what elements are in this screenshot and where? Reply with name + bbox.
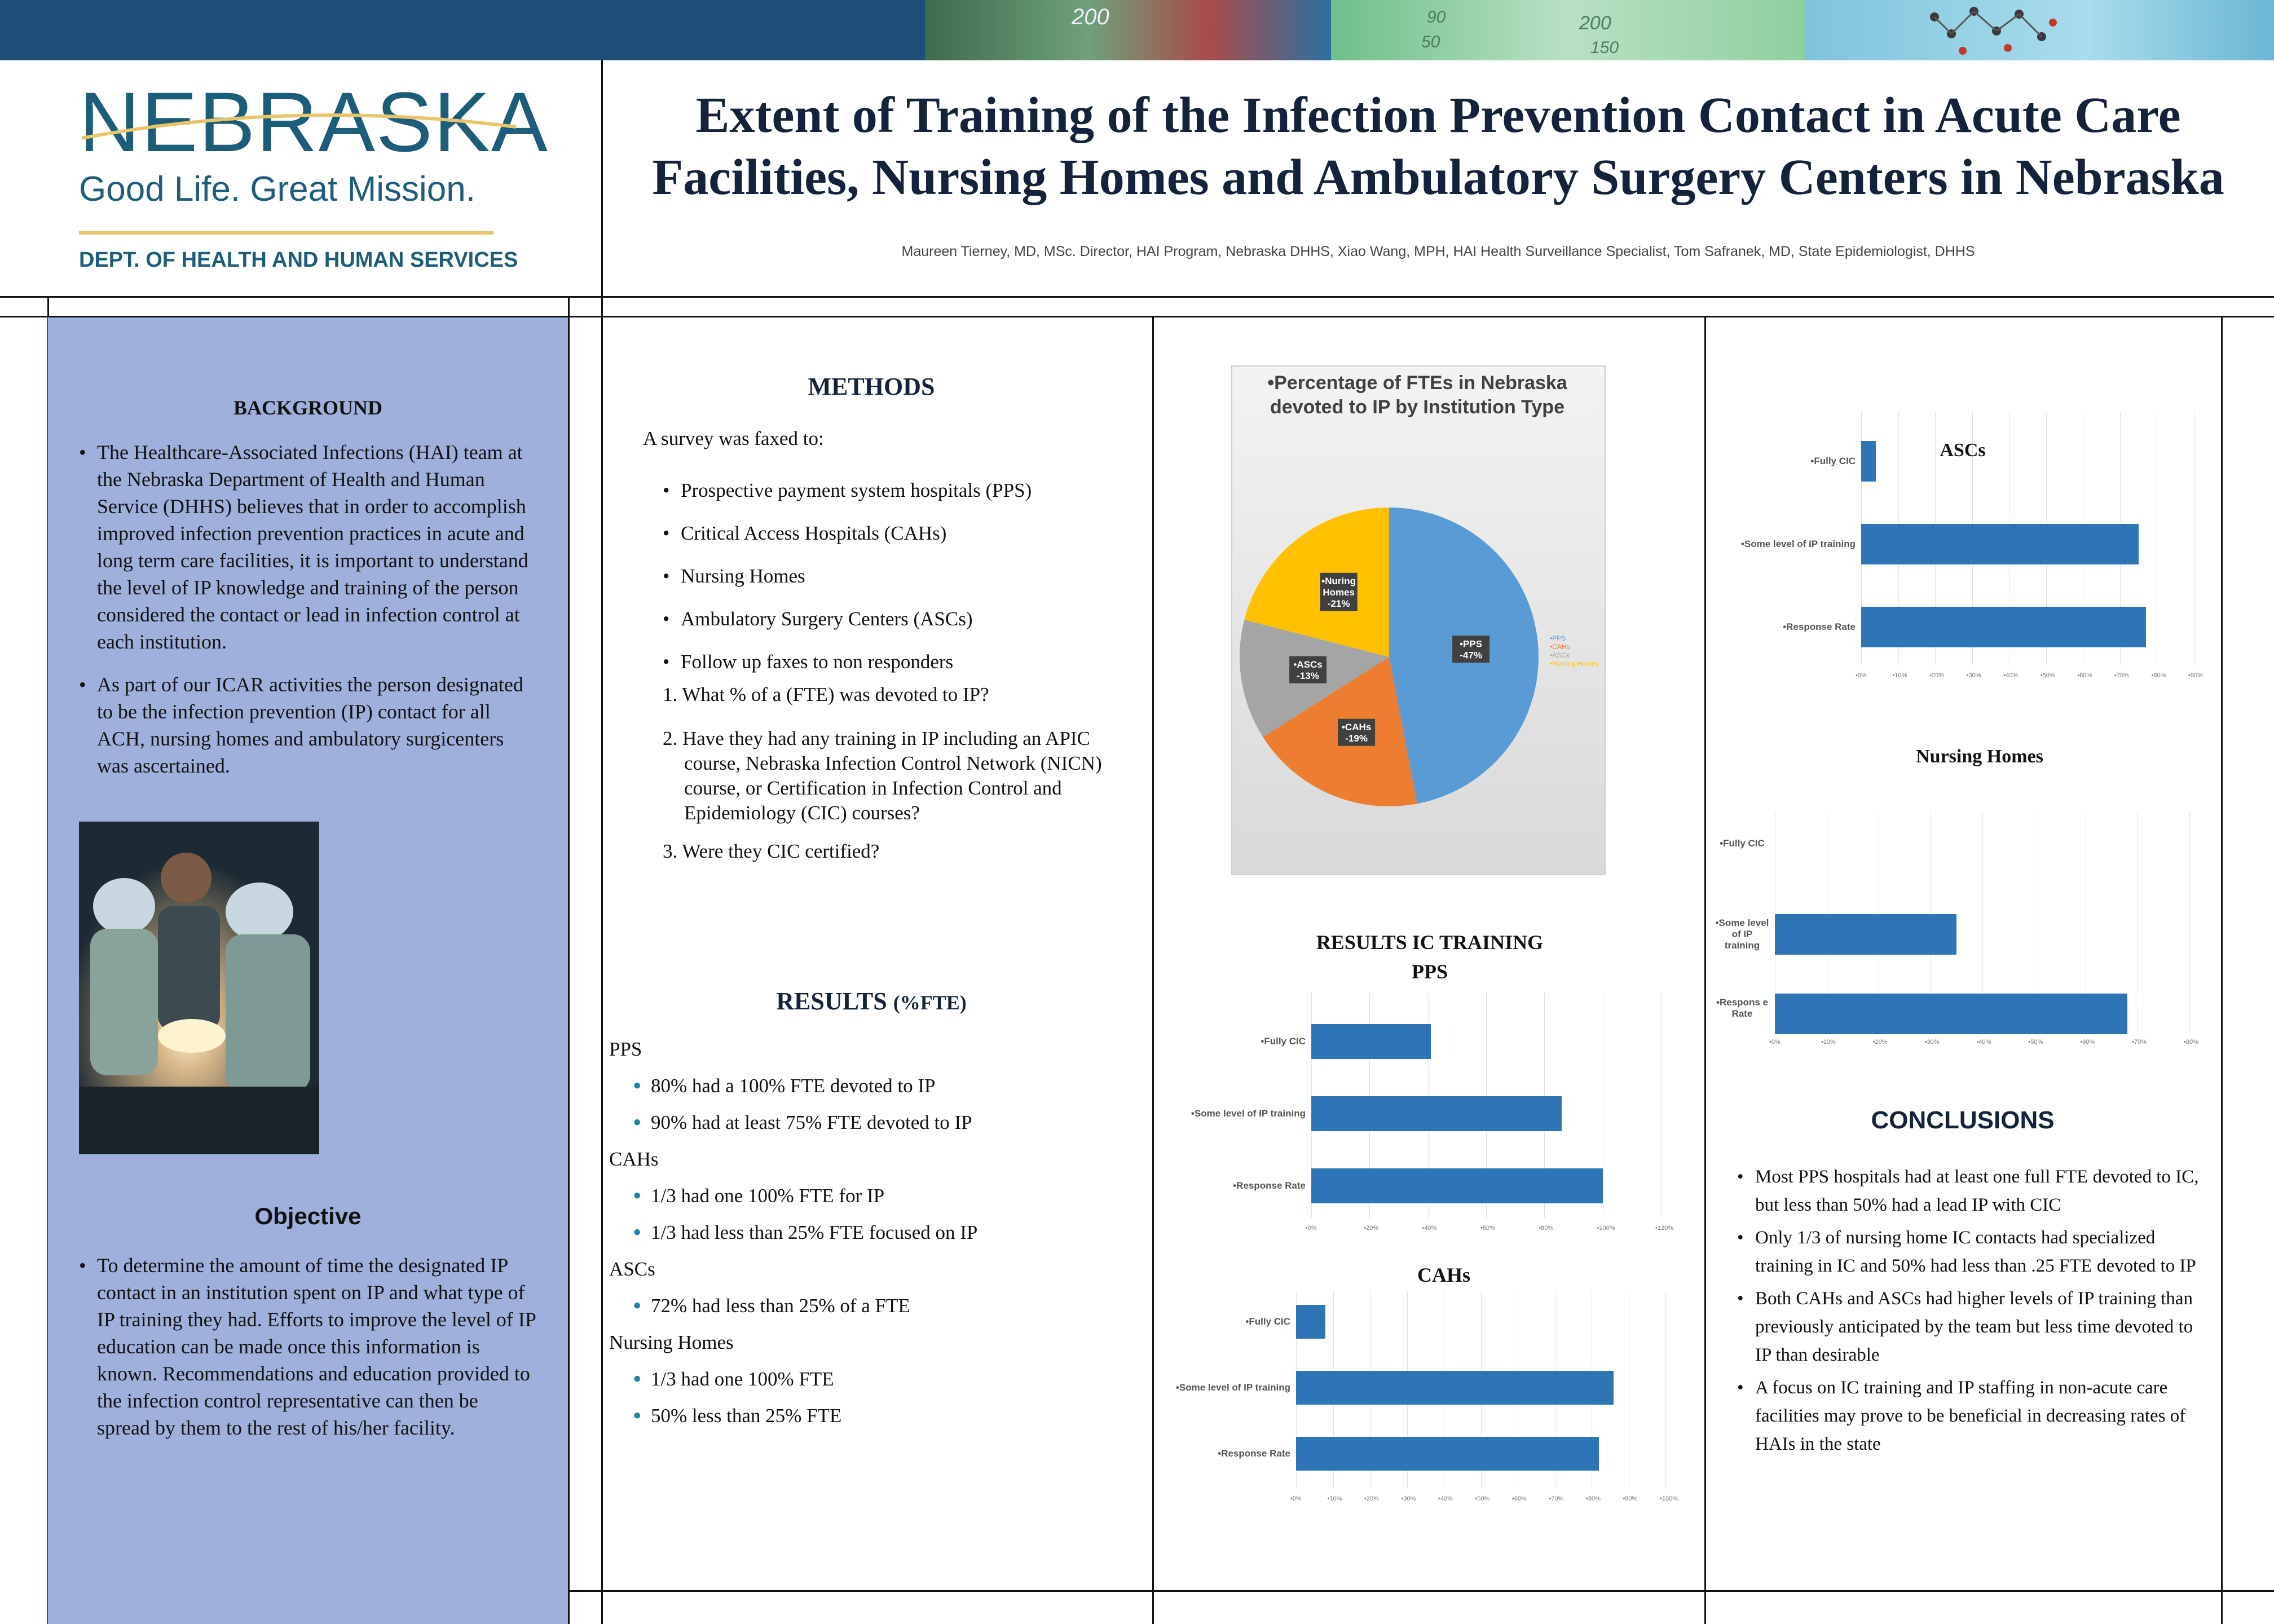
axis-tick-label: •50% <box>2028 1039 2043 1045</box>
results-item: • 1/3 had less than 25% FTE focused on IP <box>633 1214 1134 1251</box>
methods-question: 2. Have they had any training in IP including an APIC course, Nebraska Infection Control Network (NICN) course, or Certification in Infection Control and Epidemiology (CIC) courses? <box>663 727 1102 824</box>
results-heading-suffix: (%FTE) <box>893 991 967 1014</box>
results-group-list <box>609 1287 1134 1324</box>
axis-tick-label: •50% <box>2040 672 2055 679</box>
axis-tick-label: •20% <box>1364 1225 1379 1232</box>
bar-1 <box>1296 1305 1325 1339</box>
results-group-list <box>609 1067 1134 1141</box>
methods-intro: A survey was faxed to: <box>643 427 824 449</box>
bar-1 <box>1311 1024 1431 1059</box>
nursing-chart-title: Nursing Homes <box>1916 746 2043 767</box>
results-group-list <box>609 1361 1134 1434</box>
cahs-chart-title: CAHs <box>1417 1264 1470 1286</box>
bar-3 <box>1311 1168 1603 1203</box>
bar-3 <box>1296 1437 1599 1471</box>
banner-tick-e: 90 <box>1427 8 1446 27</box>
axis-tick-label: •40% <box>1422 1225 1437 1232</box>
divider-2 <box>1152 316 1154 1624</box>
axis-tick-label: •90% <box>2188 672 2203 679</box>
pie-chart-title: •Percentage of FTEs in Nebraska devoted to IP by Institution Type <box>1267 372 1567 418</box>
axis-tick-label: •90% <box>1623 1495 1638 1502</box>
bar-category-label: •Fully CIC <box>1720 838 1765 849</box>
bar-category-label: •Some level of IP training <box>1175 1382 1290 1393</box>
bar-2 <box>1311 1096 1562 1131</box>
banner-photo-molecule <box>1805 0 2274 60</box>
methods-bullets <box>663 469 1125 683</box>
results-heading-text: RESULTS <box>776 987 887 1015</box>
bar-category-label: •Response Rate <box>1783 621 1856 632</box>
methods-question: 1. What % of a (FTE) was devoted to IP? <box>663 683 989 705</box>
bar-2 <box>1775 914 1956 955</box>
axis-tick-label: •10% <box>1892 672 1907 679</box>
axis-tick-label: •80% <box>1586 1495 1601 1502</box>
bar-2 <box>1861 524 2139 564</box>
axis-tick-label: •60% <box>1512 1495 1527 1502</box>
banner-photo-beaker <box>925 0 1331 60</box>
header-rule <box>0 296 2274 298</box>
methods-question: 3. Were they CIC certified? <box>663 840 880 862</box>
conclusions-list <box>1737 1163 2205 1458</box>
axis-tick-label: •10% <box>1821 1039 1836 1045</box>
bottom-rule <box>570 1590 2274 1592</box>
axis-tick-label: •60% <box>2080 1039 2095 1045</box>
pie-chart <box>1231 496 1603 823</box>
pie-label <box>1289 656 1326 683</box>
axis-tick-label: •70% <box>1549 1495 1564 1502</box>
methods-bullet: • Prospective payment system hospitals (PPS) <box>663 469 1125 512</box>
axis-tick-label: •30% <box>1401 1495 1416 1502</box>
axis-tick-label: •20% <box>1872 1039 1888 1045</box>
axis-tick-label: •100% <box>1660 1495 1678 1502</box>
svg-text:•PPS-47%: •PPS -47% <box>1460 638 1483 661</box>
results-fte-body <box>609 1031 1134 1434</box>
pie-legend-item: •Nursing Homes <box>1550 660 1599 668</box>
background-list <box>79 439 536 779</box>
divider-4 <box>2221 316 2223 1624</box>
methods-bullet: • Follow up faxes to non responders <box>663 641 1125 683</box>
conclusions-heading: CONCLUSIONS <box>1871 1106 2055 1134</box>
bar-category-label: •Respons e Rate <box>1716 997 1768 1019</box>
results-item: • 90% had at least 75% FTE devoted to IP <box>633 1104 1134 1141</box>
bar-2 <box>1296 1371 1614 1405</box>
axis-tick-label: •60% <box>1480 1225 1495 1232</box>
results-fte-heading <box>603 987 1139 1016</box>
logo-tagline: Good Life. Great Mission. <box>79 170 475 209</box>
objective-heading: Objective <box>254 1203 362 1229</box>
results-item: • 1/3 had one 100% FTE <box>633 1361 1134 1397</box>
axis-tick-label: •120% <box>1655 1225 1673 1232</box>
axis-tick-label: •70% <box>2114 672 2129 679</box>
logo-swoosh-icon <box>79 104 519 144</box>
axis-tick-label: •40% <box>2003 672 2019 679</box>
bar-3 <box>1861 607 2146 647</box>
bar-category-label: •Some level of IP training <box>1191 1108 1306 1119</box>
pie-label <box>1320 573 1358 611</box>
banner-tick-b: 200 <box>1579 12 1611 34</box>
conclusion-item: • Most PPS hospitals had at least one full FTE devoted to IC, but less than 50% had a lead IP with CIC <box>1737 1163 2205 1219</box>
grid-line <box>1665 1291 1666 1489</box>
banner-tick-a: 200 <box>1072 5 1109 29</box>
axis-tick-label: •20% <box>1364 1495 1379 1502</box>
grid-line <box>1661 992 1662 1218</box>
axis-tick-label: •20% <box>1929 672 1944 679</box>
top-banner <box>0 0 2274 60</box>
results-group-name: ASCs <box>609 1258 655 1280</box>
axis-tick-label: •0% <box>1856 672 1867 679</box>
background-item: • The Healthcare-Associated Infections (HAI) team at the Nebraska Department of Health and Human Service (DHHS) believes that in order to accomplish improved infection prevention practices in acute and long term care facilities, it is important to understand the level of IP knowledge and training of the person considered the contact or lead in infection control at each institution. <box>79 439 536 655</box>
surgery-photo <box>79 822 319 1154</box>
axis-tick-label: •40% <box>1976 1039 1991 1045</box>
banner-photo-flask <box>1331 0 1805 60</box>
results-item: • 80% had a 100% FTE devoted to IP <box>633 1067 1134 1104</box>
nursing-homes-bar-chart <box>1715 812 2211 1054</box>
results-group-name: PPS <box>609 1038 642 1060</box>
poster-title: Extent of Training of the Infection Prevention Contact in Acute Care Facilities, Nursing Homes and Ambulatory Surgery Centers in Nebraska <box>652 87 2224 205</box>
bar-1 <box>1861 441 1876 482</box>
axis-tick-label: •80% <box>2151 672 2166 679</box>
banner-tick-d: 50 <box>1421 33 1440 51</box>
bar-category-label: •Response Rate <box>1218 1448 1290 1459</box>
pie-label <box>1338 719 1375 746</box>
ascs-chart-title: ASCs <box>1940 440 1986 461</box>
pie-legend-item: •PPS <box>1550 634 1566 642</box>
methods-bullet: • Nursing Homes <box>663 555 1125 598</box>
svg-text:•ASCs-13%: •ASCs -13% <box>1293 659 1323 681</box>
results-ic-heading <box>1156 928 1703 986</box>
axis-tick-label: •0% <box>1769 1039 1781 1045</box>
results-item: • 50% less than 25% FTE <box>633 1397 1134 1434</box>
molecule-icon <box>1805 0 2274 60</box>
methods-bullet: • Critical Access Hospitals (CAHs) <box>663 512 1125 555</box>
pie-legend-item: •CAHs <box>1550 643 1570 651</box>
divider-3 <box>1704 316 1706 1624</box>
axis-tick-label: •100% <box>1597 1225 1615 1232</box>
pps-bar-chart <box>1167 992 1675 1241</box>
axis-tick-label: •30% <box>1924 1039 1940 1045</box>
axis-tick-label: •80% <box>1539 1225 1554 1232</box>
divider-1 <box>601 60 603 1624</box>
svg-text:•CAHs-19%: •CAHs -19% <box>1341 721 1372 744</box>
axis-tick-label: •0% <box>1290 1495 1302 1502</box>
axis-tick-label: •80% <box>2184 1039 2198 1045</box>
axis-tick-label: •40% <box>1438 1495 1453 1502</box>
bar-category-label: •Some level of IP training <box>1740 539 1856 549</box>
conclusion-item: • Only 1/3 of nursing home IC contacts had specialized training in IC and 50% had less than .25 FTE devoted to IP <box>1737 1224 2205 1280</box>
methods-heading: METHODS <box>808 373 935 400</box>
axis-tick-label: •10% <box>1327 1495 1342 1502</box>
bar-category-label: •Fully CIC <box>1810 456 1856 466</box>
cahs-bar-chart <box>1162 1291 1686 1511</box>
bar-3 <box>1775 994 2127 1034</box>
logo-rule <box>79 231 493 235</box>
background-heading: BACKGROUND <box>233 396 382 419</box>
conclusion-item: • Both CAHs and ASCs had higher levels of IP training than previously anticipated by the team but less time devoted to IP than desirable <box>1737 1285 2205 1369</box>
bar-category-label: •Response Rate <box>1233 1180 1306 1191</box>
svg-text:•NuringHomes-21%: •Nuring Homes -21% <box>1321 575 1356 609</box>
pie-label <box>1452 636 1489 663</box>
objective-item: • To determine the amount of time the designated IP contact in an institution spent on IP and what type of IP training they had. Efforts to improve the level of IP education can be made once this information is known. Recommendations and education provided to the infection control representative can then be spread by them to the rest of his/her facility. <box>79 1252 536 1441</box>
results-ic-line1: RESULTS IC TRAINING <box>1316 931 1544 954</box>
banner-tick-c: 150 <box>1590 38 1619 57</box>
results-item: • 72% had less than 25% of a FTE <box>633 1287 1134 1324</box>
axis-tick-label: •70% <box>2132 1039 2147 1045</box>
results-item: • 1/3 had one 100% FTE for IP <box>633 1177 1134 1214</box>
conclusion-item: • A focus on IC training and IP staffing in non-acute care facilities may prove to be beneficial in decreasing rates of HAIs in the state <box>1737 1374 2205 1458</box>
bar-category-label: •Some level of IP training <box>1715 917 1769 951</box>
results-group-list <box>609 1177 1134 1251</box>
objective-list <box>79 1252 536 1441</box>
nebraska-wordmark: NEBRASKA <box>79 74 549 169</box>
poster-authors: Maureen Tierney, MD, MSc. Director, HAI Program, Nebraska DHHS, Xiao Wang, MPH, HAI Health Surveillance Specialist, Tom Safranek, MD, State Epidemiologist, DHHS <box>901 244 1975 259</box>
axis-tick-label: •30% <box>1966 672 1981 679</box>
results-ic-line2: PPS <box>1411 960 1448 983</box>
pie-legend <box>1550 634 1599 668</box>
bar-category-label: •Fully CIC <box>1245 1316 1290 1327</box>
grid-line <box>2189 812 2190 1032</box>
methods-bullet: • Ambulatory Surgery Centers (ASCs) <box>663 598 1125 641</box>
logo-department: DEPT. OF HEALTH AND HUMAN SERVICES <box>79 248 518 272</box>
bar-category-label: •Fully CIC <box>1261 1036 1306 1047</box>
results-group-name: Nursing Homes <box>609 1331 734 1353</box>
results-group-name: CAHs <box>609 1148 659 1170</box>
axis-tick-label: •0% <box>1306 1225 1317 1232</box>
axis-tick-label: •60% <box>2077 672 2092 679</box>
pie-legend-item: •ASCs <box>1550 651 1570 659</box>
background-item: • As part of our ICAR activities the person designated to be the infection prevention (IP) contact for all ACH, nursing homes and ambulatory surgicenters was ascertained. <box>79 671 536 779</box>
divider-panel <box>568 296 570 1624</box>
axis-tick-label: •50% <box>1475 1495 1490 1502</box>
